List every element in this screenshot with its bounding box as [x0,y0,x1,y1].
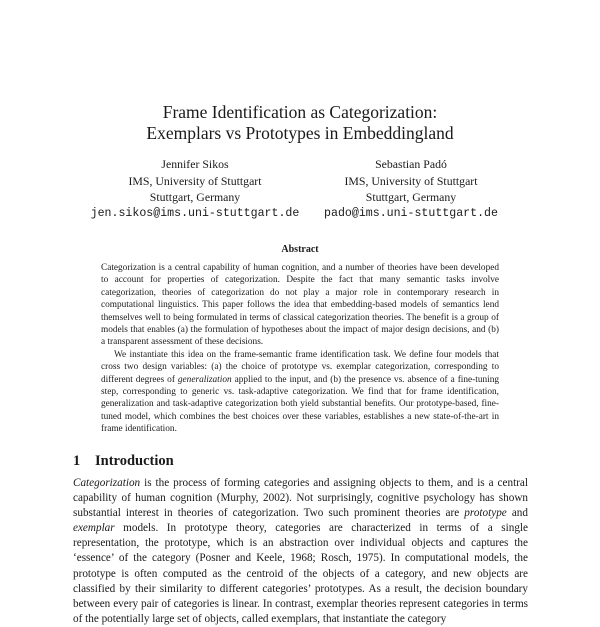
intro-emphasis: exemplar [73,522,115,535]
title-line-2: Exemplars vs Prototypes in Embeddingland [146,123,454,143]
introduction-paragraph [73,476,528,627]
paper-title [0,102,600,144]
author-affiliation: IMS, University of Stuttgart [128,173,262,188]
author-location: Stuttgart, Germany [365,190,457,204]
section-title: Introduction [95,453,174,469]
intro-text: models. In prototype theory, categories are characterized in terms of a single representation, the prototype, which is an abstraction over individual objects and captures the ‘essence’ of the category (Posner and Keele, 1968; Rosch, 1975). In computational models, the prototype is often computed as the centroid of the objects of a category, and new objects are classified by their similarity to different categories’ prototypes. As a result, the decision boundary between every pair of categories is linear. In contrast, exemplar theories represent categories in terms of the potentially large set of objects, called exemplars, that instantiate the category [73,522,528,625]
abstract-emphasis: generalization [177,374,232,385]
author-affiliation: IMS, University of Stuttgart [344,173,478,188]
author-email: jen.sikos@ims.uni-stuttgart.de [90,206,300,220]
author-name: Jennifer Sikos [161,157,229,171]
abstract-text: applied to the input, and (b) the presence vs. absence of a fine-tuning step, corresponding to generic vs. task-adaptive categorization. We find that for frame identification, generalization and task-adaptive categorization both yield substantial benefits. Our prototype-based, fine-tuned model, which combines the best choices over these variables, establishes a new state-of-the-art in frame identification. [101,374,500,435]
author-name: Sebastian Padó [375,157,447,171]
abstract-text: We instantiate this idea on the frame-semantic frame identification task. We define four models that cross two design variables: (a) the choice of prototype vs. exemplar categorization, corresponding to different degrees of [101,349,499,385]
author-block-1 [70,156,320,222]
intro-emphasis: prototype [464,507,507,520]
intro-text: and [506,507,528,520]
section-number: 1 [73,453,81,469]
introduction-body [73,476,528,627]
abstract-heading: Abstract [281,244,319,255]
intro-emphasis: Categorization [73,477,141,489]
abstract-body [101,262,499,436]
abstract-paragraph-2 [101,349,499,436]
author-location: Stuttgart, Germany [149,190,241,204]
title-line-1: Frame Identification as Categorization: [162,102,438,122]
abstract-paragraph-1: Categorization is a central capability of human cognition, and a number of theories have been developed to account for properties of categorization. Despite the fact that many semantic tasks involve categorization, theories of categorization do not play a major role in contemporary research in computational linguistics. This paper follows the idea that embedding-based models of semantics lend themselves well to being formulated in terms of classical categorization theories. The benefit is a group of models that enables (a) the formulation of hypotheses about the impact of major design decisions, and (b) a transparent assessment of these decisions. [101,263,499,348]
author-block-2 [286,156,536,222]
section-heading-introduction [73,452,174,470]
intro-text: is the process of forming categories and assigning objects to them, and is a central capability of human cognition (Murphy, 2002). Not surprisingly, cognitive psychology has shown substantial interest in theories of categorization. Two such prominent theories are [73,477,528,520]
author-email: pado@ims.uni-stuttgart.de [324,206,498,220]
